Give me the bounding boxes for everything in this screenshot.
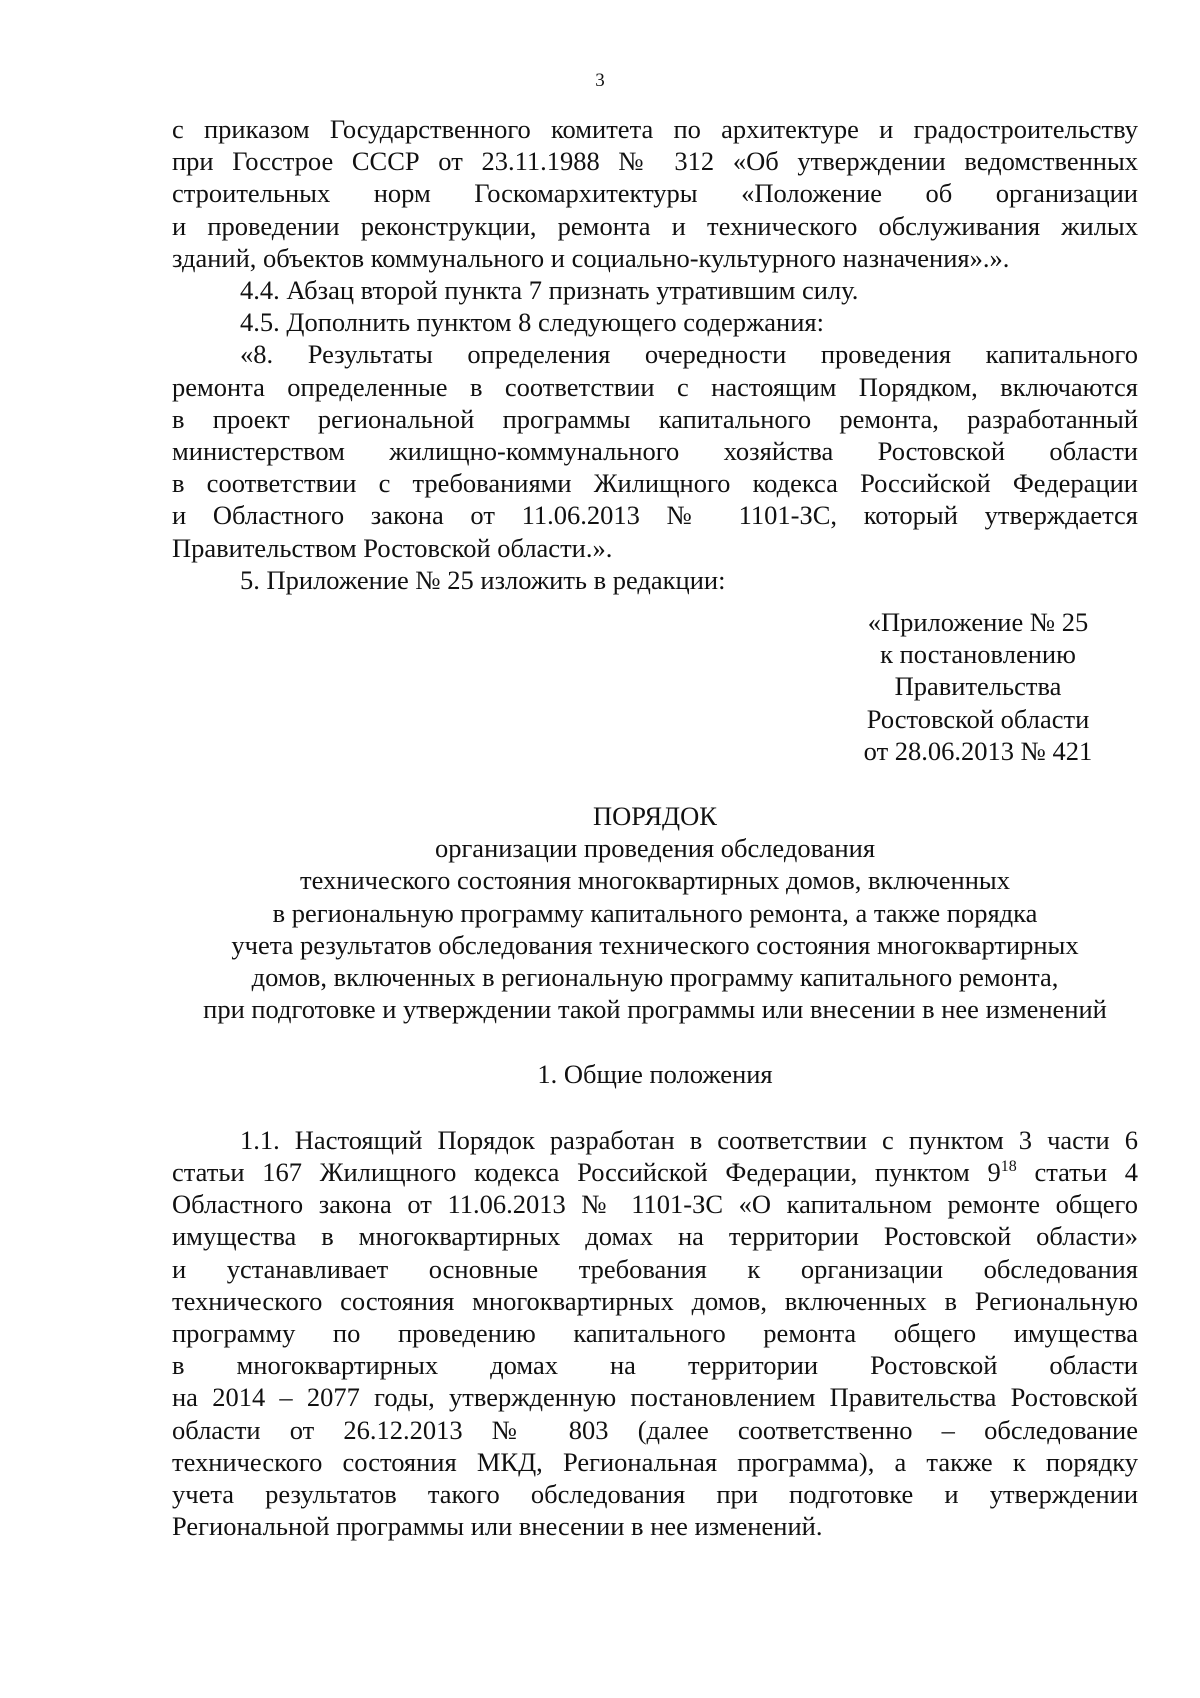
item-8-line: в проект региональной программы капитального ремонта, разработанный (172, 403, 1138, 434)
section-line (172, 1156, 1138, 1188)
section-line: Областного закона от 11.06.2013 № 1101-ЗС «О капитальном ремонте общего (172, 1189, 1138, 1220)
item-4-4: 4.4. Абзац второй пункта 7 признать утратившим силу. (240, 275, 859, 306)
item-8-line: министерством жилищно-коммунального хозяйства Ростовской области (172, 436, 1138, 467)
item-8-line: в соответствии с требованиями Жилищного кодекса Российской Федерации (172, 468, 1138, 499)
document-title-block (172, 800, 1138, 1025)
intro-line: с приказом Государственного комитета по архитектуре и градостроительству (172, 114, 1138, 144)
section-line: имущества в многоквартирных домах на территории Ростовской области» (172, 1221, 1138, 1252)
title-line: технического состояния многоквартирных домов, включенных (300, 865, 1010, 896)
section-line: на 2014 – 2077 годы, утвержденную постановлением Правительства Ростовской (172, 1382, 1138, 1413)
intro-line: зданий, объектов коммунального и социально-культурного назначения».». (172, 242, 1010, 273)
section-line: и устанавливает основные требования к организации обследования (172, 1253, 1138, 1284)
appendix-line: «Приложение № 25 (867, 607, 1089, 638)
appendix-line: Ростовской области (866, 703, 1090, 734)
section-line: технического состояния многоквартирных домов, включенных в Региональную (172, 1285, 1138, 1316)
section-line: учета результатов такого обследования при подготовке и утверждении (172, 1478, 1138, 1509)
intro-paragraph (172, 113, 1138, 274)
intro-line: и проведении реконструкции, ремонта и технического обслуживания жилых (172, 210, 1138, 241)
intro-line: строительных норм Госкомархитектуры «Положение об организации (172, 178, 1138, 209)
section-line-part: статьи 167 Жилищного кодекса Российской Федерации, пунктом 9 (172, 1156, 1001, 1187)
section-heading: 1. Общие положения (537, 1059, 773, 1090)
section-line: Региональной программы или внесении в нее изменений. (172, 1511, 823, 1542)
title-line: при подготовке и утверждении такой программы или внесении в нее изменений (203, 994, 1107, 1025)
section-line: программу по проведению капитального ремонта общего имущества (172, 1317, 1138, 1348)
item-8-line: и Областного закона от 11.06.2013 № 1101-ЗС, который утверждается (172, 500, 1138, 531)
title-line: организации проведения обследования (434, 833, 876, 864)
item-8-line: Правительством Ростовской области.». (172, 532, 613, 563)
section-line: 1.1. Настоящий Порядок разработан в соответствии с пунктом 3 части 6 (240, 1124, 1138, 1155)
title-line: домов, включенных в региональную программу капитального ремонта, (251, 962, 1059, 993)
appendix-line: Правительства (894, 671, 1062, 702)
title-line: учета результатов обследования технического состояния многоквартирных (231, 929, 1079, 960)
section-line: области от 26.12.2013 № 803 (далее соответственно – обследование (172, 1414, 1138, 1445)
superscript: 18 (1000, 1158, 1017, 1176)
page-number: 3 (595, 70, 605, 91)
item-8-line: «8. Результаты определения очередности проведения капитального (240, 339, 1138, 370)
appendix-line: к постановлению (880, 639, 1076, 670)
item-8-line: ремонта определенные в соответствии с настоящим Порядком, включаются (172, 371, 1138, 402)
title-line: в региональную программу капитального ремонта, а также порядка (272, 897, 1038, 928)
document-title: ПОРЯДОК (593, 801, 717, 832)
item-8-paragraph (172, 338, 1138, 563)
section-line: в многоквартирных домах на территории Ростовской области (172, 1350, 1138, 1381)
item-5: 5. Приложение № 25 изложить в редакции: (240, 564, 726, 595)
section-line: технического состояния МКД, Региональная программа), а также к порядку (172, 1446, 1138, 1477)
item-4-5: 4.5. Дополнить пунктом 8 следующего содержания: (240, 307, 824, 338)
appendix-reference (852, 606, 1104, 767)
document-body (172, 113, 1138, 1542)
section-line-part: статьи 4 (1016, 1156, 1138, 1187)
intro-line: при Госстрое СССР от 23.11.1988 № 312 «Об утверждении ведомственных (172, 146, 1138, 177)
appendix-line: от 28.06.2013 № 421 (863, 735, 1093, 766)
section-1-paragraph (172, 1124, 1138, 1543)
